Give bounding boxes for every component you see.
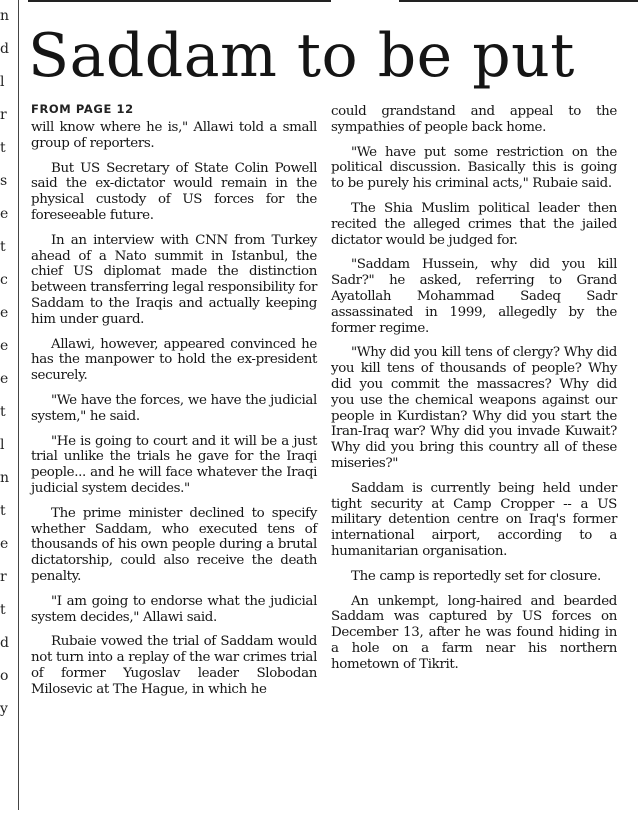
paragraph: "I am going to endorse what the judicial system decides," Allawi said. [31, 593, 317, 625]
paragraph: Allawi, however, appeared convinced he has the manpower to hold the ex-president securely. [31, 336, 317, 384]
margin-fragment: d [0, 41, 9, 57]
paragraph: "We have the forces, we have the judicial system," he said. [31, 392, 317, 424]
margin-fragment: o [0, 668, 9, 684]
margin-fragment: e [0, 371, 9, 387]
paragraph: But US Secretary of State Colin Powell said the ex-dictator would remain in the physical custody of US forces for the foreseeable future. [31, 160, 317, 223]
margin-fragment: c [0, 272, 8, 288]
margin-fragment: e [0, 338, 9, 354]
top-rule-left [28, 0, 331, 2]
article-column-right [331, 104, 617, 682]
margin-fragment: r [0, 107, 7, 123]
paragraph: "Why did you kill tens of clergy? Why did you kill tens of thousands of people? Why did you commit the massacres? Why did you use the chemical weapons against our people in Kurdistan? Why did you start the Iran-Iraq war? Why did you invade Kuwait? Why did you bring this country all of these miseries?" [331, 345, 617, 471]
margin-fragment: e [0, 305, 9, 321]
margin-fragment: s [0, 173, 8, 189]
paragraph: will know where he is," Allawi told a small group of reporters. [31, 120, 317, 151]
margin-fragment: t [0, 239, 6, 255]
margin-fragment: d [0, 635, 9, 651]
paragraph: The prime minister declined to specify whether Saddam, who executed tens of thousands of his own people during a brutal dictatorship, could also receive the death penalty. [31, 505, 317, 584]
adjacent-column-fragment [0, 0, 12, 832]
article-column-left [31, 100, 317, 707]
paragraph: In an interview with CNN from Turkey ahead of a Nato summit in Istanbul, the chief US diplomat made the distinction between transferring legal responsibility for Saddam to the Iraqis and actually keeping him under guard. [31, 232, 317, 327]
paragraph: The camp is reportedly set for closure. [351, 568, 601, 584]
column-divider [18, 0, 19, 810]
margin-fragment: l [0, 74, 5, 90]
top-rule [28, 0, 638, 2]
margin-fragment: t [0, 140, 6, 156]
margin-fragment: y [0, 701, 8, 717]
margin-fragment: l [0, 437, 5, 453]
margin-fragment: n [0, 8, 10, 24]
margin-fragment: e [0, 536, 9, 552]
paragraph: Saddam is currently being held under tight security at Camp Cropper -- a US military detention centre on Iraq's former international airport, according to a humanitarian organisation. [331, 480, 617, 559]
paragraph: "Saddam Hussein, why did you kill Sadr?" he asked, referring to Grand Ayatollah Mohammad Sadeq Sadr assassinated in 1999, allegedly by the former regime. [331, 257, 617, 336]
paragraph: "We have put some restriction on the political discussion. Basically this is going to be purely his criminal acts," Rubaie said. [331, 144, 617, 192]
margin-fragment: n [0, 470, 10, 486]
continued-from-label: FROM PAGE 12 [31, 102, 134, 116]
paragraph: The Shia Muslim political leader then recited the alleged crimes that the jailed dictator would be judged for. [331, 200, 617, 248]
margin-fragment: t [0, 404, 6, 420]
margin-fragment: e [0, 206, 9, 222]
headline: Saddam to be put [28, 21, 575, 91]
paragraph: could grandstand and appeal to the sympathies of people back home. [331, 104, 617, 135]
margin-fragment: t [0, 503, 6, 519]
margin-fragment: r [0, 569, 7, 585]
paragraph: "He is going to court and it will be a just trial unlike the trials he gave for the Iraqi people... and he will face whatever the Iraqi judicial system decides." [31, 433, 317, 496]
paragraph: Rubaie vowed the trial of Saddam would not turn into a replay of the war crimes trial of former Yugoslav leader Slobodan Milosevic at The Hague, in which he [31, 634, 317, 697]
paragraph: An unkempt, long-haired and bearded Saddam was captured by US forces on December 13, after he was found hiding in a hole on a farm near his northern hometown of Tikrit. [331, 593, 617, 672]
top-rule-right [399, 0, 638, 2]
margin-fragment: t [0, 602, 6, 618]
